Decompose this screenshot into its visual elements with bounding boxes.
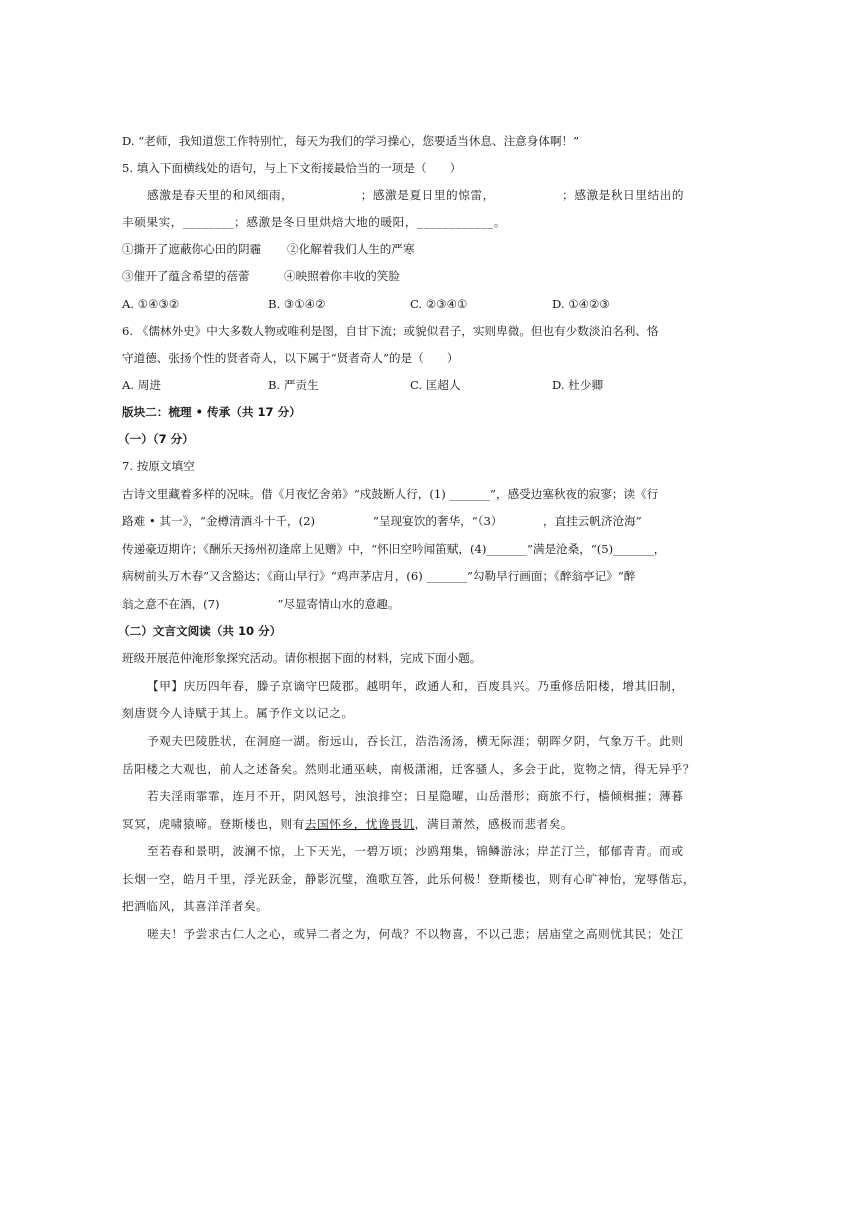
q7-line5: 翁之意不在酒，(7) ”尽显寄情山水的意趣。 bbox=[122, 597, 400, 611]
passage-p4-line1: 至若春和景明，波澜不惊，上下天光，一碧万顷；沙鸥翔集，锦鳞游泳；岸芷汀兰，郁郁青青。而或 bbox=[147, 844, 684, 858]
q7-line4: 病树前头万木春”又含豁达；《商山早行》“鸡声茅店月，(6) _______”勾勒早行画面；《醉翁亭记》“醉 bbox=[122, 569, 636, 583]
q5-choice-4: ④映照着你丰收的笑脸 bbox=[284, 269, 400, 283]
q6-option-b: B. 严贡生 bbox=[268, 378, 319, 392]
passage-p2-line2: 岳阳楼之大观也，前人之述备矣。然则北通巫峡，南极潇湘，迁客骚人，多会于此，览物之情，得无异乎？ bbox=[122, 762, 696, 776]
q4-option-d: D. “老师，我知道您工作特别忙，每天为我们的学习操心，您要适当休息、注意身体啊！” bbox=[122, 134, 580, 148]
part1-title: （一）（7 分） bbox=[118, 432, 194, 446]
q5-line1: 感激是春天里的和风细雨， ；感激是夏日里的惊雷， ；感激是秋日里结出的 bbox=[147, 188, 685, 202]
q6-option-d: D. 杜少卿 bbox=[552, 378, 604, 392]
passage-p4-line3: 把酒临风，其喜洋洋者矣。 bbox=[122, 899, 269, 913]
q5-choice-1: ①撕开了遮蔽你心田的阴霾 bbox=[122, 242, 262, 256]
activity-intro: 班级开展范仲淹形象探究活动。请你根据下面的材料，完成下面小题。 bbox=[122, 651, 482, 665]
q7-line3: 传递豪迈期许；《酬乐天扬州初逢席上见赠》中，“怀旧空吟闻笛赋，(4)_______”满是沧桑，“(5)_______， bbox=[122, 542, 666, 556]
q6-line2: 守道德、张扬个性的贤者奇人，以下属于“贤者奇人”的是（ ） bbox=[122, 351, 459, 365]
part2-title: （二）文言文阅读（共 10 分） bbox=[118, 624, 282, 638]
q5-option-a: A. ①④③② bbox=[122, 297, 180, 311]
q5-choice-3: ③催开了蕴含希望的蓓蕾 bbox=[122, 269, 250, 283]
passage-p1-line2: 刻唐贤今人诗赋于其上。属予作文以记之。 bbox=[122, 706, 354, 720]
section2-title: 版块二：梳理 • 传承（共 17 分） bbox=[122, 405, 301, 419]
q7-line2: 路难 • 其一》，“金樽清酒斗十千，(2) ”呈现宴饮的奢华，“（3） ，直挂云帆济沧海” bbox=[122, 514, 642, 528]
q5-option-b: B. ③①④② bbox=[268, 297, 326, 311]
q5-option-c: C. ②③④① bbox=[410, 297, 468, 311]
passage-p3-line1: 若夫淫雨霏霏，连月不开，阴风怒号，浊浪排空；日星隐曜，山岳潜形；商旅不行，樯倾楫摧；薄暮 bbox=[147, 789, 684, 803]
q5-stem: 5. 填入下面横线处的语句，与上下文衔接最恰当的一项是（ ） bbox=[122, 161, 462, 175]
q6-line1: 6. 《儒林外史》中大多数人物或唯利是图，自甘下流；或貌似君子，实则卑微。但也有少数淡泊名利、恪 bbox=[122, 324, 659, 338]
q5-choice-2: ②化解着我们人生的严寒 bbox=[287, 242, 415, 256]
passage-p2-line1: 予观夫巴陵胜状，在洞庭一湖。衔远山，吞长江，浩浩汤汤，横无际涯；朝晖夕阴，气象万千。此则 bbox=[147, 734, 684, 748]
q6-option-a: A. 周进 bbox=[122, 378, 161, 392]
passage-p4-line2: 长烟一空，皓月千里，浮光跃金，静影沉璧，渔歌互答，此乐何极！登斯楼也，则有心旷神怡，宠辱偕忘， bbox=[122, 872, 696, 886]
passage-p5-line1: 嗟夫！予尝求古仁人之心，或异二者之为，何哉？不以物喜，不以己悲；居庙堂之高则忧其民；处江 bbox=[147, 927, 684, 941]
passage-p1-line1: 【甲】庆历四年春，滕子京谪守巴陵郡。越明年，政通人和，百废具兴。乃重修岳阳楼，增其旧制， bbox=[147, 679, 684, 693]
q5-option-d: D. ①④②③ bbox=[552, 297, 610, 311]
passage-underlined-phrase: 去国怀乡，忧谗畏讥 bbox=[304, 817, 415, 831]
passage-p3-line2-end: ，满目萧然，感极而悲者矣。 bbox=[414, 817, 574, 831]
q6-option-c: C. 匡超人 bbox=[410, 378, 461, 392]
passage-p3-line2 bbox=[122, 816, 573, 832]
q5-line2: 丰硕果实，________；感激是冬日里烘焙大地的暖阳，____________。 bbox=[122, 215, 507, 229]
passage-p3-line2-start: 冥冥，虎啸猿啼。登斯楼也，则有 bbox=[122, 817, 305, 831]
q7-line1: 古诗文里藏着多样的况味。借《月夜忆舍弟》“戍鼓断人行，(1) _______”，感受边塞秋夜的寂寥；读《行 bbox=[122, 487, 659, 501]
q7-stem: 7. 按原文填空 bbox=[122, 459, 195, 473]
